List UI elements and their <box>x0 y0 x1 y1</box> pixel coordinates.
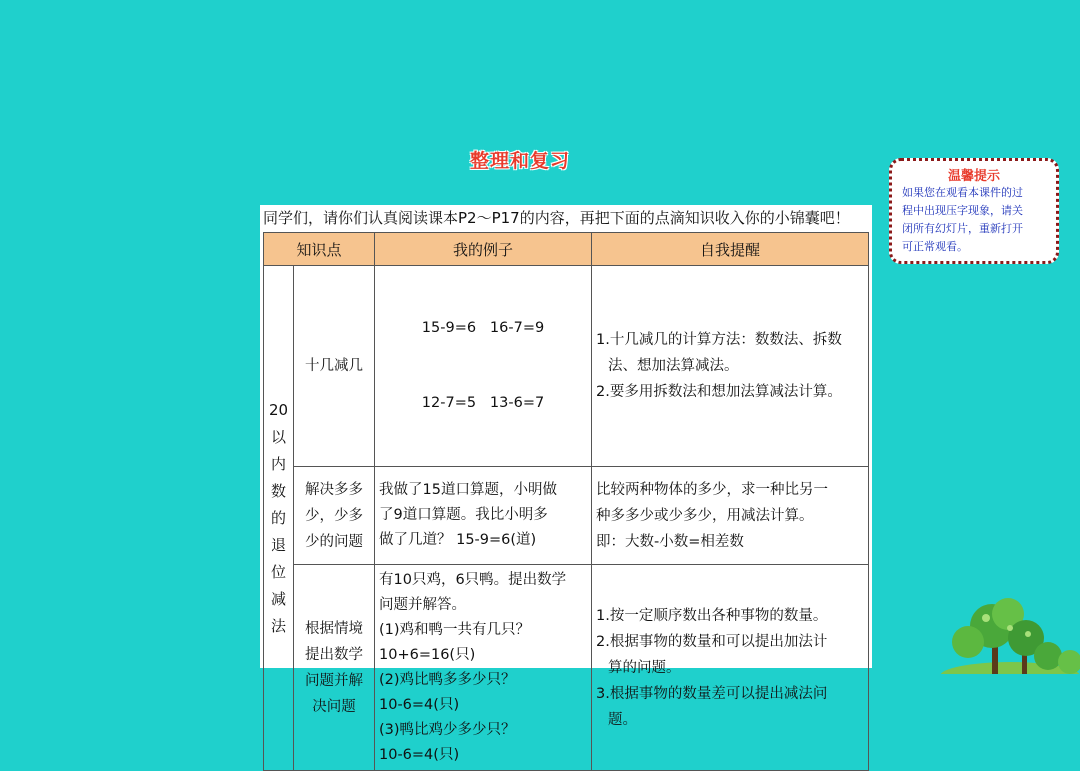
table-header-row <box>264 233 869 266</box>
topic-line: 问题并解 <box>305 672 363 689</box>
example-line: 有10只鸡，6只鸭。提出数学 <box>379 571 567 588</box>
tip-line: 3.根据事物的数量差可以提出减法问 <box>596 685 828 702</box>
topic-line: 提出数学 <box>305 646 363 663</box>
topic-cell <box>294 266 375 467</box>
table-row <box>264 467 869 565</box>
tip-cell <box>592 266 869 467</box>
tree-decoration-icon <box>940 598 1080 674</box>
example-cell <box>375 467 592 565</box>
example-cell <box>375 565 592 771</box>
tip-line: 2.根据事物的数量和可以提出加法计 <box>596 633 828 650</box>
category-char: 20 <box>268 400 289 419</box>
category-char: 数 <box>270 481 286 500</box>
example-line: 做了几道？ 15-9=6(道) <box>379 532 537 548</box>
category-char: 位 <box>270 562 286 581</box>
topic-line: 解决多多 <box>305 481 363 498</box>
page-title: 整理和复习 <box>470 150 571 172</box>
table-row <box>264 565 869 771</box>
example-line: 了9道口算题。我比小明多 <box>379 507 548 523</box>
header-reminder: 自我提醒 <box>592 233 869 266</box>
intro-text: 同学们，请你们认真阅读课本P2～P17的内容，再把下面的点滴知识收入你的小锦囊吧！ <box>263 209 850 227</box>
header-knowledge: 知识点 <box>264 233 375 266</box>
category-char: 退 <box>270 535 286 554</box>
tip-line: 1.十几减几的计算方法：数数法、拆数 <box>596 332 842 348</box>
example-line: (3)鸭比鸡少多少只？ <box>379 721 516 738</box>
tip-line: 比较两种物体的多少，求一种比另一 <box>596 481 828 498</box>
category-char: 法 <box>270 616 286 635</box>
topic-line: 十几减几 <box>305 358 363 374</box>
tip-cell <box>592 467 869 565</box>
notice-title: 温馨提示 <box>947 169 1000 184</box>
example-line: 10+6=16(只) <box>379 646 476 663</box>
notice-line: 可正常观看。 <box>902 240 968 253</box>
notice-line: 如果您在观看本课件的过 <box>902 186 1023 199</box>
category-char: 减 <box>270 589 286 608</box>
tip-line: 1.按一定顺序数出各种事物的数量。 <box>596 607 828 624</box>
notice-box <box>889 158 1059 264</box>
example-line: 10-6=4(只) <box>379 696 460 713</box>
header-example: 我的例子 <box>375 233 592 266</box>
example-line: 问题并解答。 <box>379 596 466 613</box>
category-char: 内 <box>270 454 286 473</box>
example-line: 10-6=4(只) <box>379 746 460 763</box>
category-cell <box>264 266 294 771</box>
topic-line: 少的问题 <box>305 533 363 550</box>
review-table <box>263 232 869 771</box>
notice-line: 闭所有幻灯片，重新打开 <box>902 222 1023 235</box>
example-cell <box>375 266 592 467</box>
category-char: 的 <box>270 508 286 527</box>
tip-line: 即：大数-小数=相差数 <box>596 533 744 550</box>
tip-line: 法、想加法算减法。 <box>608 358 739 374</box>
tip-cell <box>592 565 869 771</box>
notice-line: 程中出现压字现象，请关 <box>902 204 1023 217</box>
topic-line: 少，少多 <box>305 507 363 524</box>
tip-line: 算的问题。 <box>608 659 681 676</box>
tip-line: 种多多少或少多少，用减法计算。 <box>596 507 814 524</box>
example-line: 我做了15道口算题，小明做 <box>379 482 557 498</box>
example-line: (1)鸡和鸭一共有几只？ <box>379 621 531 638</box>
example-line: (2)鸡比鸭多多少只？ <box>379 671 516 688</box>
tip-line: 题。 <box>608 711 637 728</box>
table-row <box>264 266 869 467</box>
topic-line: 根据情境 <box>305 620 363 637</box>
example-line: 12-7=5 13-6=7 <box>421 395 545 411</box>
category-char: 以 <box>270 427 286 446</box>
example-line: 15-9=6 16-7=9 <box>421 320 545 336</box>
topic-cell <box>294 467 375 565</box>
topic-line: 决问题 <box>312 698 356 715</box>
notice-body <box>892 184 1056 256</box>
topic-cell <box>294 565 375 771</box>
tip-line: 2.要多用拆数法和想加法算减法计算。 <box>596 384 842 400</box>
review-sheet <box>260 205 872 763</box>
